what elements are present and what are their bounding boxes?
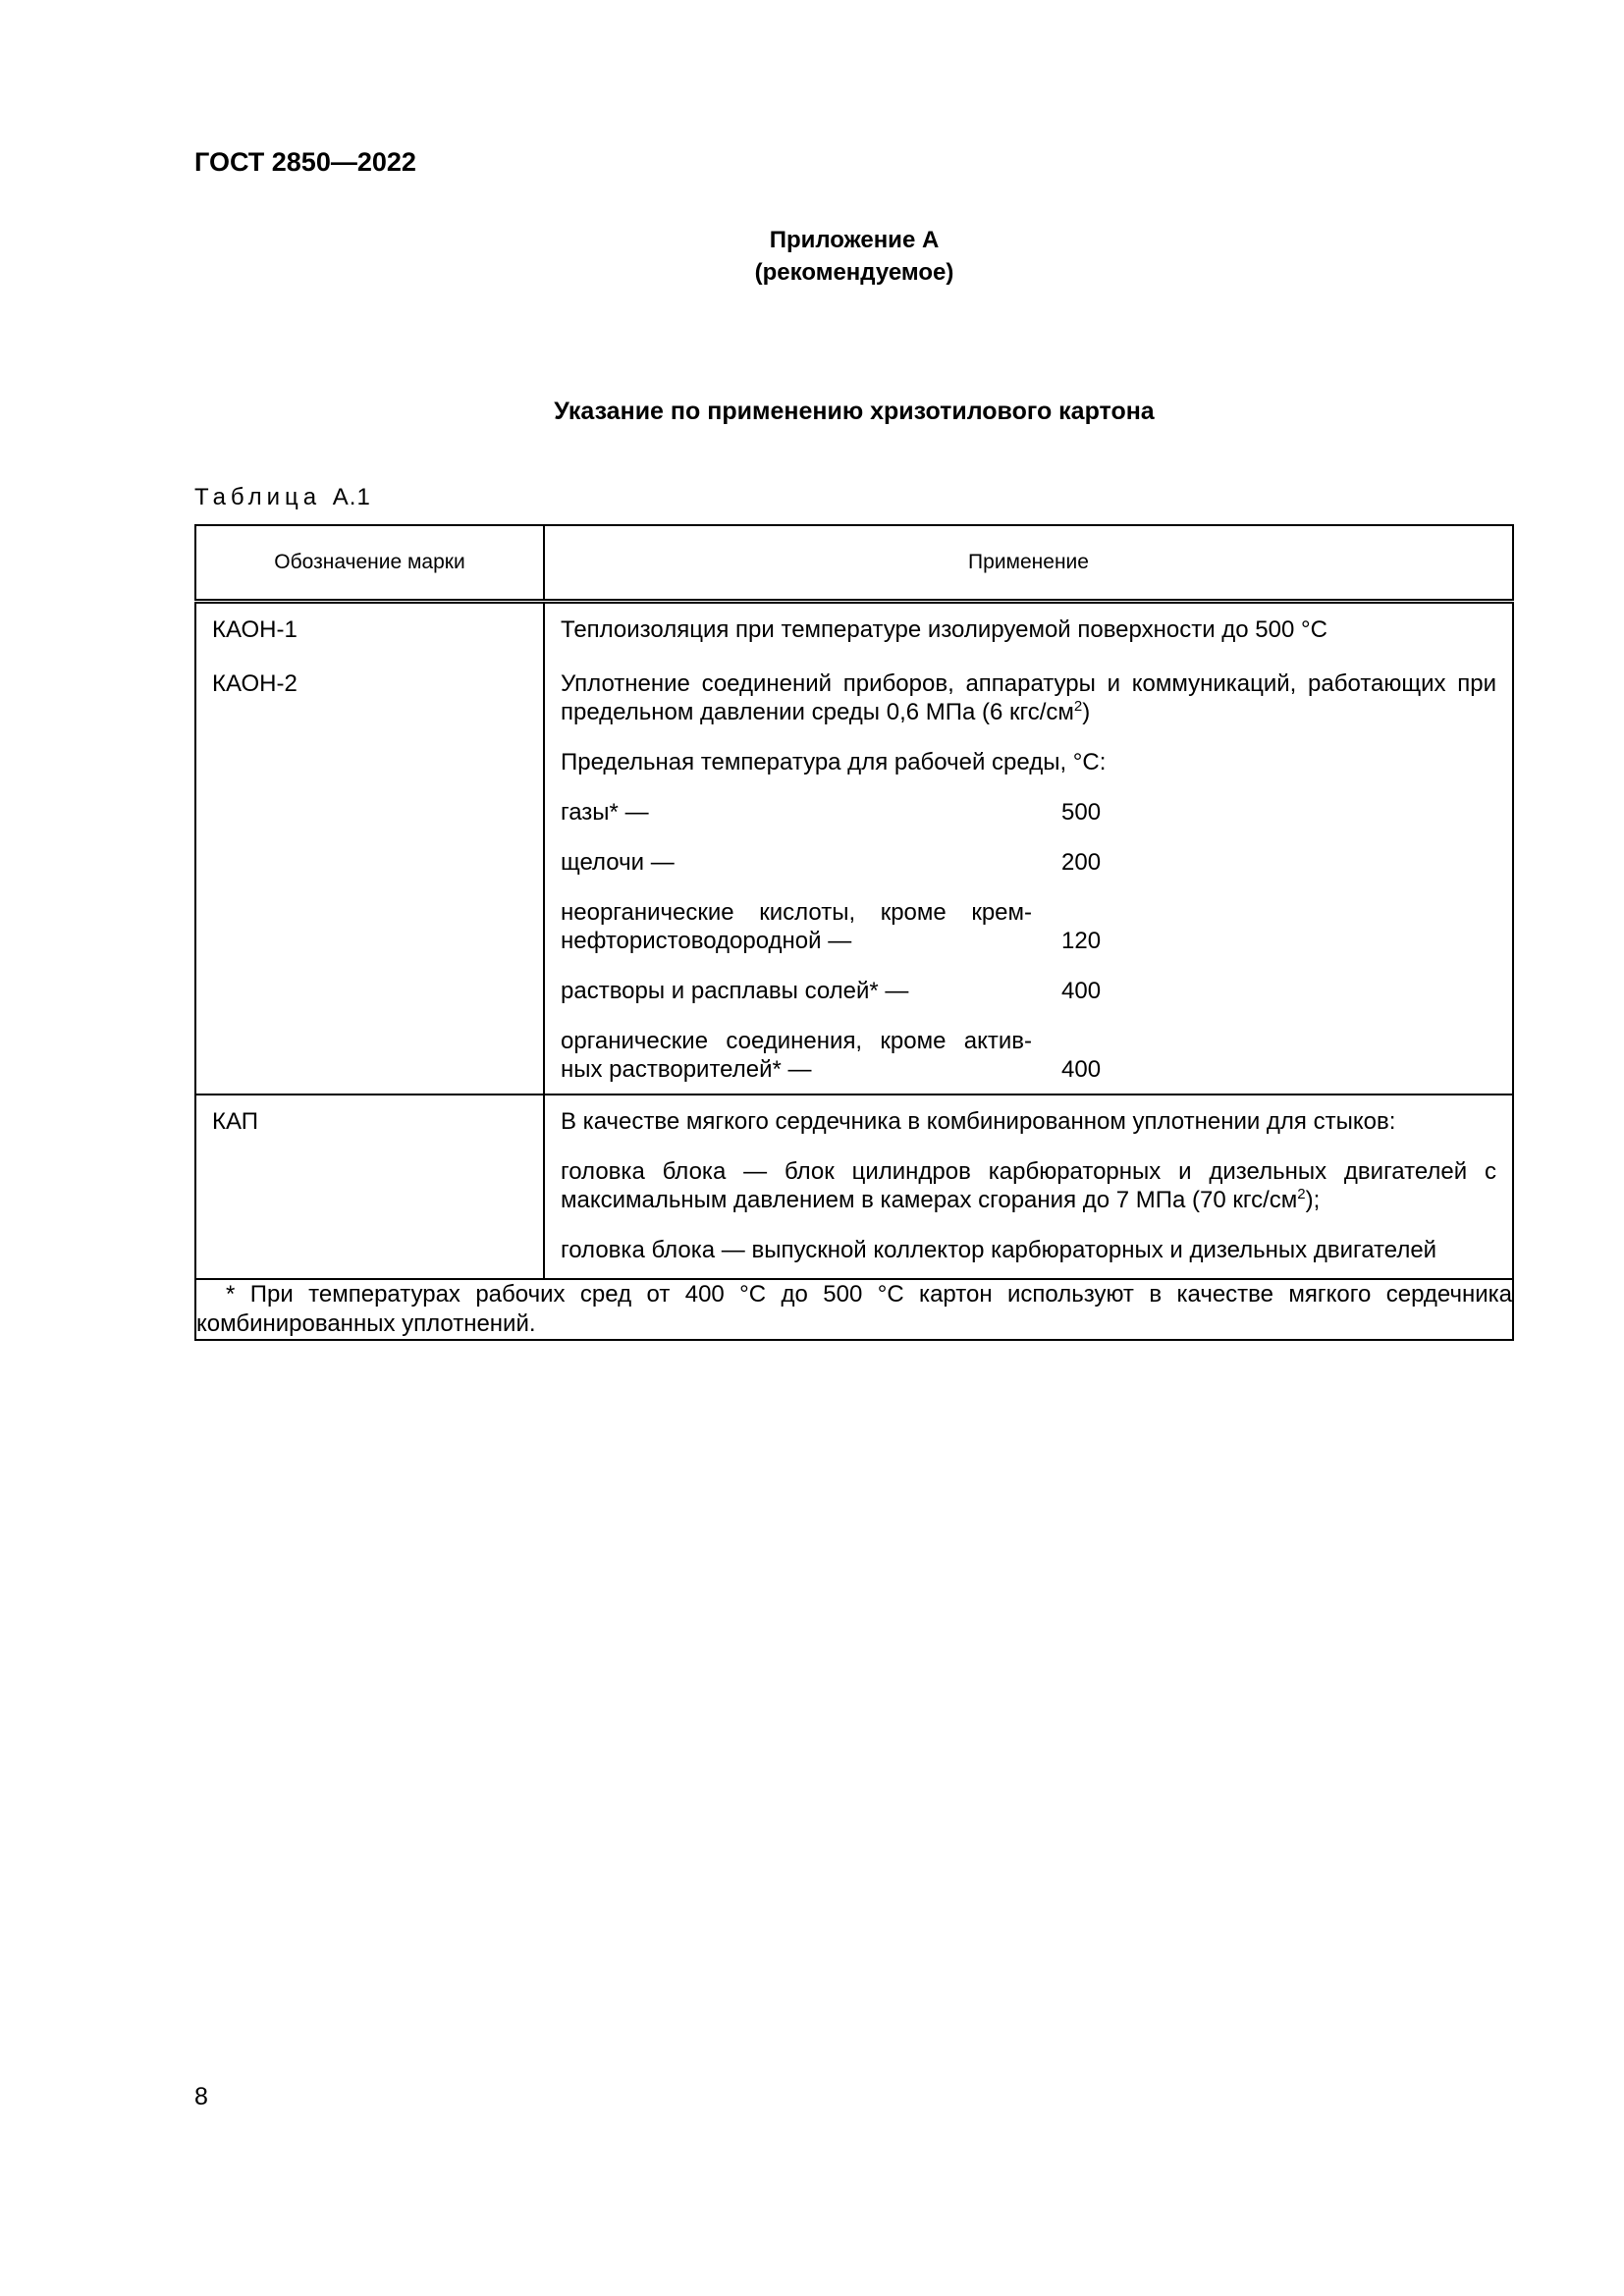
- media-row: [561, 848, 1496, 877]
- kap-item-1: головка блока — блок цилиндров карбюраторных и дизельных двигателей с максимальным давлением в камерах сгорания до 7 МПа (70 кгс/$см^2$);: [561, 1158, 1496, 1213]
- media-row: [561, 1027, 1496, 1084]
- appendix-heading: [0, 224, 1624, 289]
- page-number: 8: [194, 2083, 208, 2110]
- grade-kaon1: КАОН-1: [212, 616, 298, 643]
- appendix-title: Приложение А: [769, 227, 940, 253]
- media-value: 400: [1061, 978, 1102, 1004]
- media-name: органические соединения, кроме актив-ных растворителей* —: [561, 1028, 1032, 1083]
- table-footnote-row: [195, 1279, 1513, 1340]
- media-value: 400: [1061, 1056, 1102, 1083]
- media-value: 120: [1061, 928, 1102, 954]
- media-value: 500: [1061, 799, 1102, 826]
- kap-intro: В качестве мягкого сердечника в комбинированном уплотнении для стыков:: [561, 1108, 1396, 1135]
- grade-kaon2: КАОН-2: [212, 670, 298, 697]
- media-name: неорганические кислоты, кроме крем-нефтористоводородной —: [561, 899, 1032, 954]
- table-caption-word: Таблица: [194, 484, 322, 510]
- media-row: [561, 798, 1496, 827]
- table-row-kap: [195, 1095, 1513, 1279]
- media-name: газы* —: [561, 799, 649, 826]
- media-name: щелочи —: [561, 849, 675, 876]
- table-row-kaon2: [195, 669, 1513, 1095]
- table-row-kaon1: [195, 602, 1513, 670]
- kaon2-temperature-intro: Предельная температура для рабочей среды, °С:: [561, 749, 1107, 775]
- grade-application-table: [194, 524, 1514, 1341]
- section-title: Указание по применению хризотилового картона: [554, 398, 1155, 425]
- table-footnote: * При температурах рабочих сред от 400 °С до 500 °С картон используют в качестве мягкого сердечника комбинированных уплотнений.: [195, 1279, 1513, 1340]
- media-value: 200: [1061, 849, 1102, 876]
- media-row: [561, 977, 1496, 1005]
- table-caption: [194, 484, 371, 511]
- media-name: растворы и расплавы солей* —: [561, 978, 909, 1004]
- kaon2-application: Уплотнение соединений приборов, аппаратуры и коммуникаций, работающих при предельном давлении среды 0,6 МПа (6 кгс/$см^2$): [561, 670, 1496, 725]
- appendix-status: (рекомендуемое): [754, 259, 954, 286]
- kaon1-application: Теплоизоляция при температуре изолируемой поверхности до 500 °С: [561, 616, 1327, 643]
- kap-item-2: головка блока — выпускной коллектор карбюраторных и дизельных двигателей: [561, 1237, 1437, 1263]
- grade-kap: КАП: [212, 1108, 258, 1135]
- table-caption-number: А.1: [332, 484, 371, 510]
- document-code: ГОСТ 2850—2022: [194, 147, 416, 177]
- table-header-row: [195, 525, 1513, 602]
- media-row: [561, 898, 1496, 955]
- header-grade: Обозначение марки: [195, 525, 544, 602]
- header-application: Применение: [544, 525, 1513, 602]
